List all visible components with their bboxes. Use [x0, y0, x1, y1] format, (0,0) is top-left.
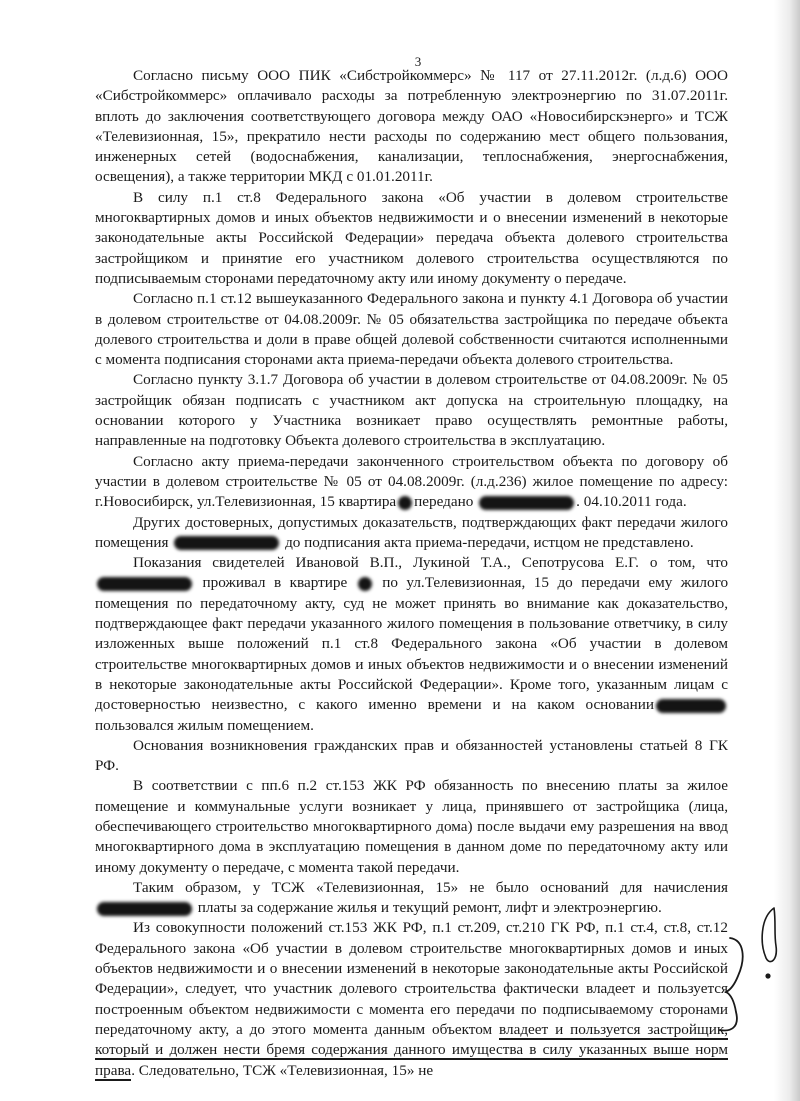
- paragraph-1: Согласно письму ООО ПИК «Сибстройкоммерс» № 117 от 27.11.2012г. (л.д.6) ООО «Сибстройкоммерс» оплачивало расходы за потребленную электроэнергию по 31.07.2011г. вплоть до заключения соответствующего договора между ОАО «Новосибирскэнерго» и ТСЖ «Телевизионная, 15», прекратило нести расходы по содержанию мест общего пользования, инженерных сетей (водоснабжения, канализации, теплоснабжения, энергоснабжения, освещения), а также территории МКД с 01.01.2011г.: [95, 67, 728, 186]
- redaction-mark: [398, 496, 412, 510]
- paragraph-11: Из совокупности положений ст.153 ЖК РФ, п.1 ст.209, ст.210 ГК РФ, п.1 ст.4, ст.8, ст.12 Федерального закона «Об участии в долевом строительстве многоквартирных домов и иных объектов недвижимости и о внесении изменений в некоторые законодательные акты Российской Федерации», следует, что участник долевого строительства фактически владеет и пользуется построенным объектом недвижимости с момента его передачи по подписываемому сторонами передаточному акту, а до этого момента данным объектом владеет и пользуется застройщик, который и должен нести бремя содержания данного имущества в силу указанных выше норм права. Следовательно, ТСЖ «Телевизионная, 15» не: [95, 919, 728, 1079]
- paragraph-3: Согласно п.1 ст.12 вышеуказанного Федерального закона и пункту 4.1 Договора об участии в долевом строительстве от 04.08.2009г. № 05 обязательства застройщика по передаче объекта долевого строительства и доли в праве общей долевой собственности считаются исполненными с момента подписания сторонами акта приема-передачи объекта долевого строительства.: [95, 290, 728, 369]
- redaction-mark: [174, 536, 279, 550]
- paragraph-6: Других достоверных, допустимых доказательств, подтверждающих факт передачи жилого помещения до подписания акта приема-передачи, истцом не представлено.: [95, 513, 728, 551]
- page-number: 3: [414, 54, 422, 69]
- redaction-mark: [656, 699, 726, 713]
- paragraph-9: В соответствии с пп.6 п.2 ст.153 ЖК РФ обязанность по внесению платы за жилое помещение и коммунальные услуги возникает у лица, принявшего от застройщика (лица, обеспечивающего строительство многоквартирного дома) после выдачи ему разрешения на ввод многоквартирного дома в эксплуатацию помещения в данном доме по передаточному акту или иному документу о передаче, с момента такой передачи.: [95, 777, 728, 876]
- redaction-mark: [479, 496, 574, 510]
- redaction-mark: [358, 577, 372, 591]
- paragraph-2: В силу п.1 ст.8 Федерального закона «Об участии в долевом строительстве многоквартирных домов и иных объектов недвижимости и о внесении изменений в некоторые законодательные акты Российской Федерации» передача объекта долевого строительства застройщиком и принятие его участником долевого строительства осуществляются по подписываемым сторонами передаточному акту или иному документу о передаче.: [95, 188, 728, 287]
- paragraph-10: Таким образом, у ТСЖ «Телевизионная, 15» не было оснований для начисления платы за содержание жилья и текущий ремонт, лифт и электроэнергию.: [95, 878, 728, 919]
- paragraph-8: Основания возникновения гражданских прав и обязанностей установлены статьей 8 ГК РФ.: [95, 736, 728, 775]
- paragraph-7: Показания свидетелей Ивановой В.П., Лукиной Т.А., Сепотрусова Е.Г. о том, что проживал в квартире по ул.Телевизионная, 15 до передачи ему жилого помещения по передаточному акту, суд не может принять во внимание как доказательство, подтверждающее факт передачи указанного жилого помещения в пользование ответчику, в силу изложенных выше положений п.1 ст.8 Федерального закона «Об участии в долевом строительстве многоквартирных домов и иных объектов недвижимости и о внесении изменений в некоторые законодательные акты Российской Федерации». Кроме того, указанным лицам с достоверностью неизвестно, с какого именно времени и на каком основаниипользовался жилым помещением.: [95, 554, 729, 734]
- paragraph-5: Согласно акту приема-передачи законченного строительством объекта по договору об участии в долевом строительстве № 05 от 04.08.2009г. (л.д.236) жилое помещение по адресу: г.Новосибирск, ул.Телевизионная, 15 квартира передано . 04.10.2011 года.: [95, 452, 728, 511]
- handwritten-bracket-annotation: [700, 900, 800, 1040]
- redaction-mark: [97, 577, 192, 591]
- paragraph-4: Согласно пункту 3.1.7 Договора об участии в долевом строительстве от 04.08.2009г. № 05 застройщик обязан подписать с участником акт допуска на строительную площадку, на основании которого у Участника возникает право осуществлять ремонтные работы, направленные на подготовку Объекта долевого строительства в эксплуатацию.: [95, 371, 728, 450]
- underlined-passage: владеет и пользуется застройщик, который и должен нести бремя содержания данного имущества в силу указанных выше норм права: [95, 1020, 728, 1079]
- redaction-mark: [97, 902, 192, 916]
- body-text: [95, 66, 728, 1081]
